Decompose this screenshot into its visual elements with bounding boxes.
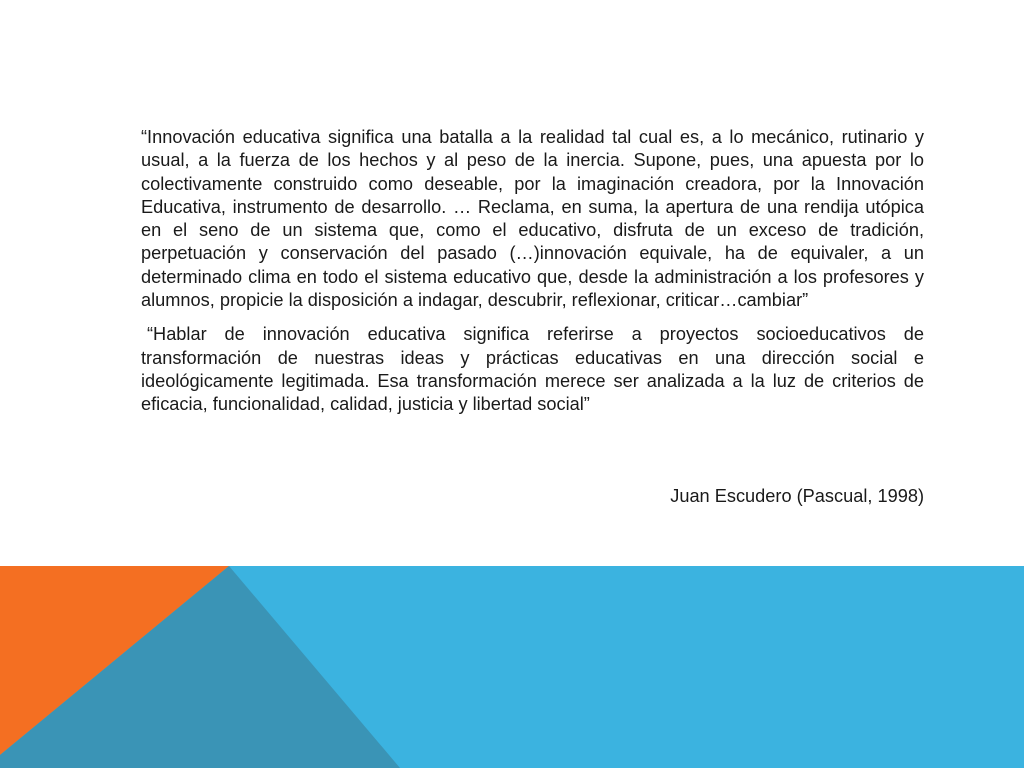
attribution: Juan Escudero (Pascual, 1998) <box>670 486 924 506</box>
quote-hablar: “Hablar de innovación educativa significa referirse a proyectos socioeducativos de transformación de nuestras ideas y prácticas educativas en una dirección social e ideológicamente legitimada. Esa transformación merece ser analizada a la luz de criterios de eficacia, funcionalidad, calidad, justicia y libertad social” <box>141 324 924 415</box>
quote-innovacion: “Innovación educativa significa una batalla a la realidad tal cual es, a lo mecánico, rutinario y usual, a la fuerza de los hechos y al peso de la inercia. Supone, pues, una apuesta por lo colectivamente construido como deseable, por la imaginación creadora, por la Innovación Educativa, instrumento de desarrollo. … Reclama, en suma, la apertura de una rendija utópica en el seno de un sistema que, como el educativo, disfruta de un exceso de tradición, perpetuación y conservación del pasado (…)innovación equivale, ha de equivaler, a un determinado clima en todo el sistema educativo que, desde la administración a los profesores y alumnos, propicie la disposición a indagar, descubrir, reflexionar, criticar…cambiar” <box>141 127 924 311</box>
slide-body <box>141 126 924 417</box>
decorative-footer-band <box>0 566 1024 768</box>
